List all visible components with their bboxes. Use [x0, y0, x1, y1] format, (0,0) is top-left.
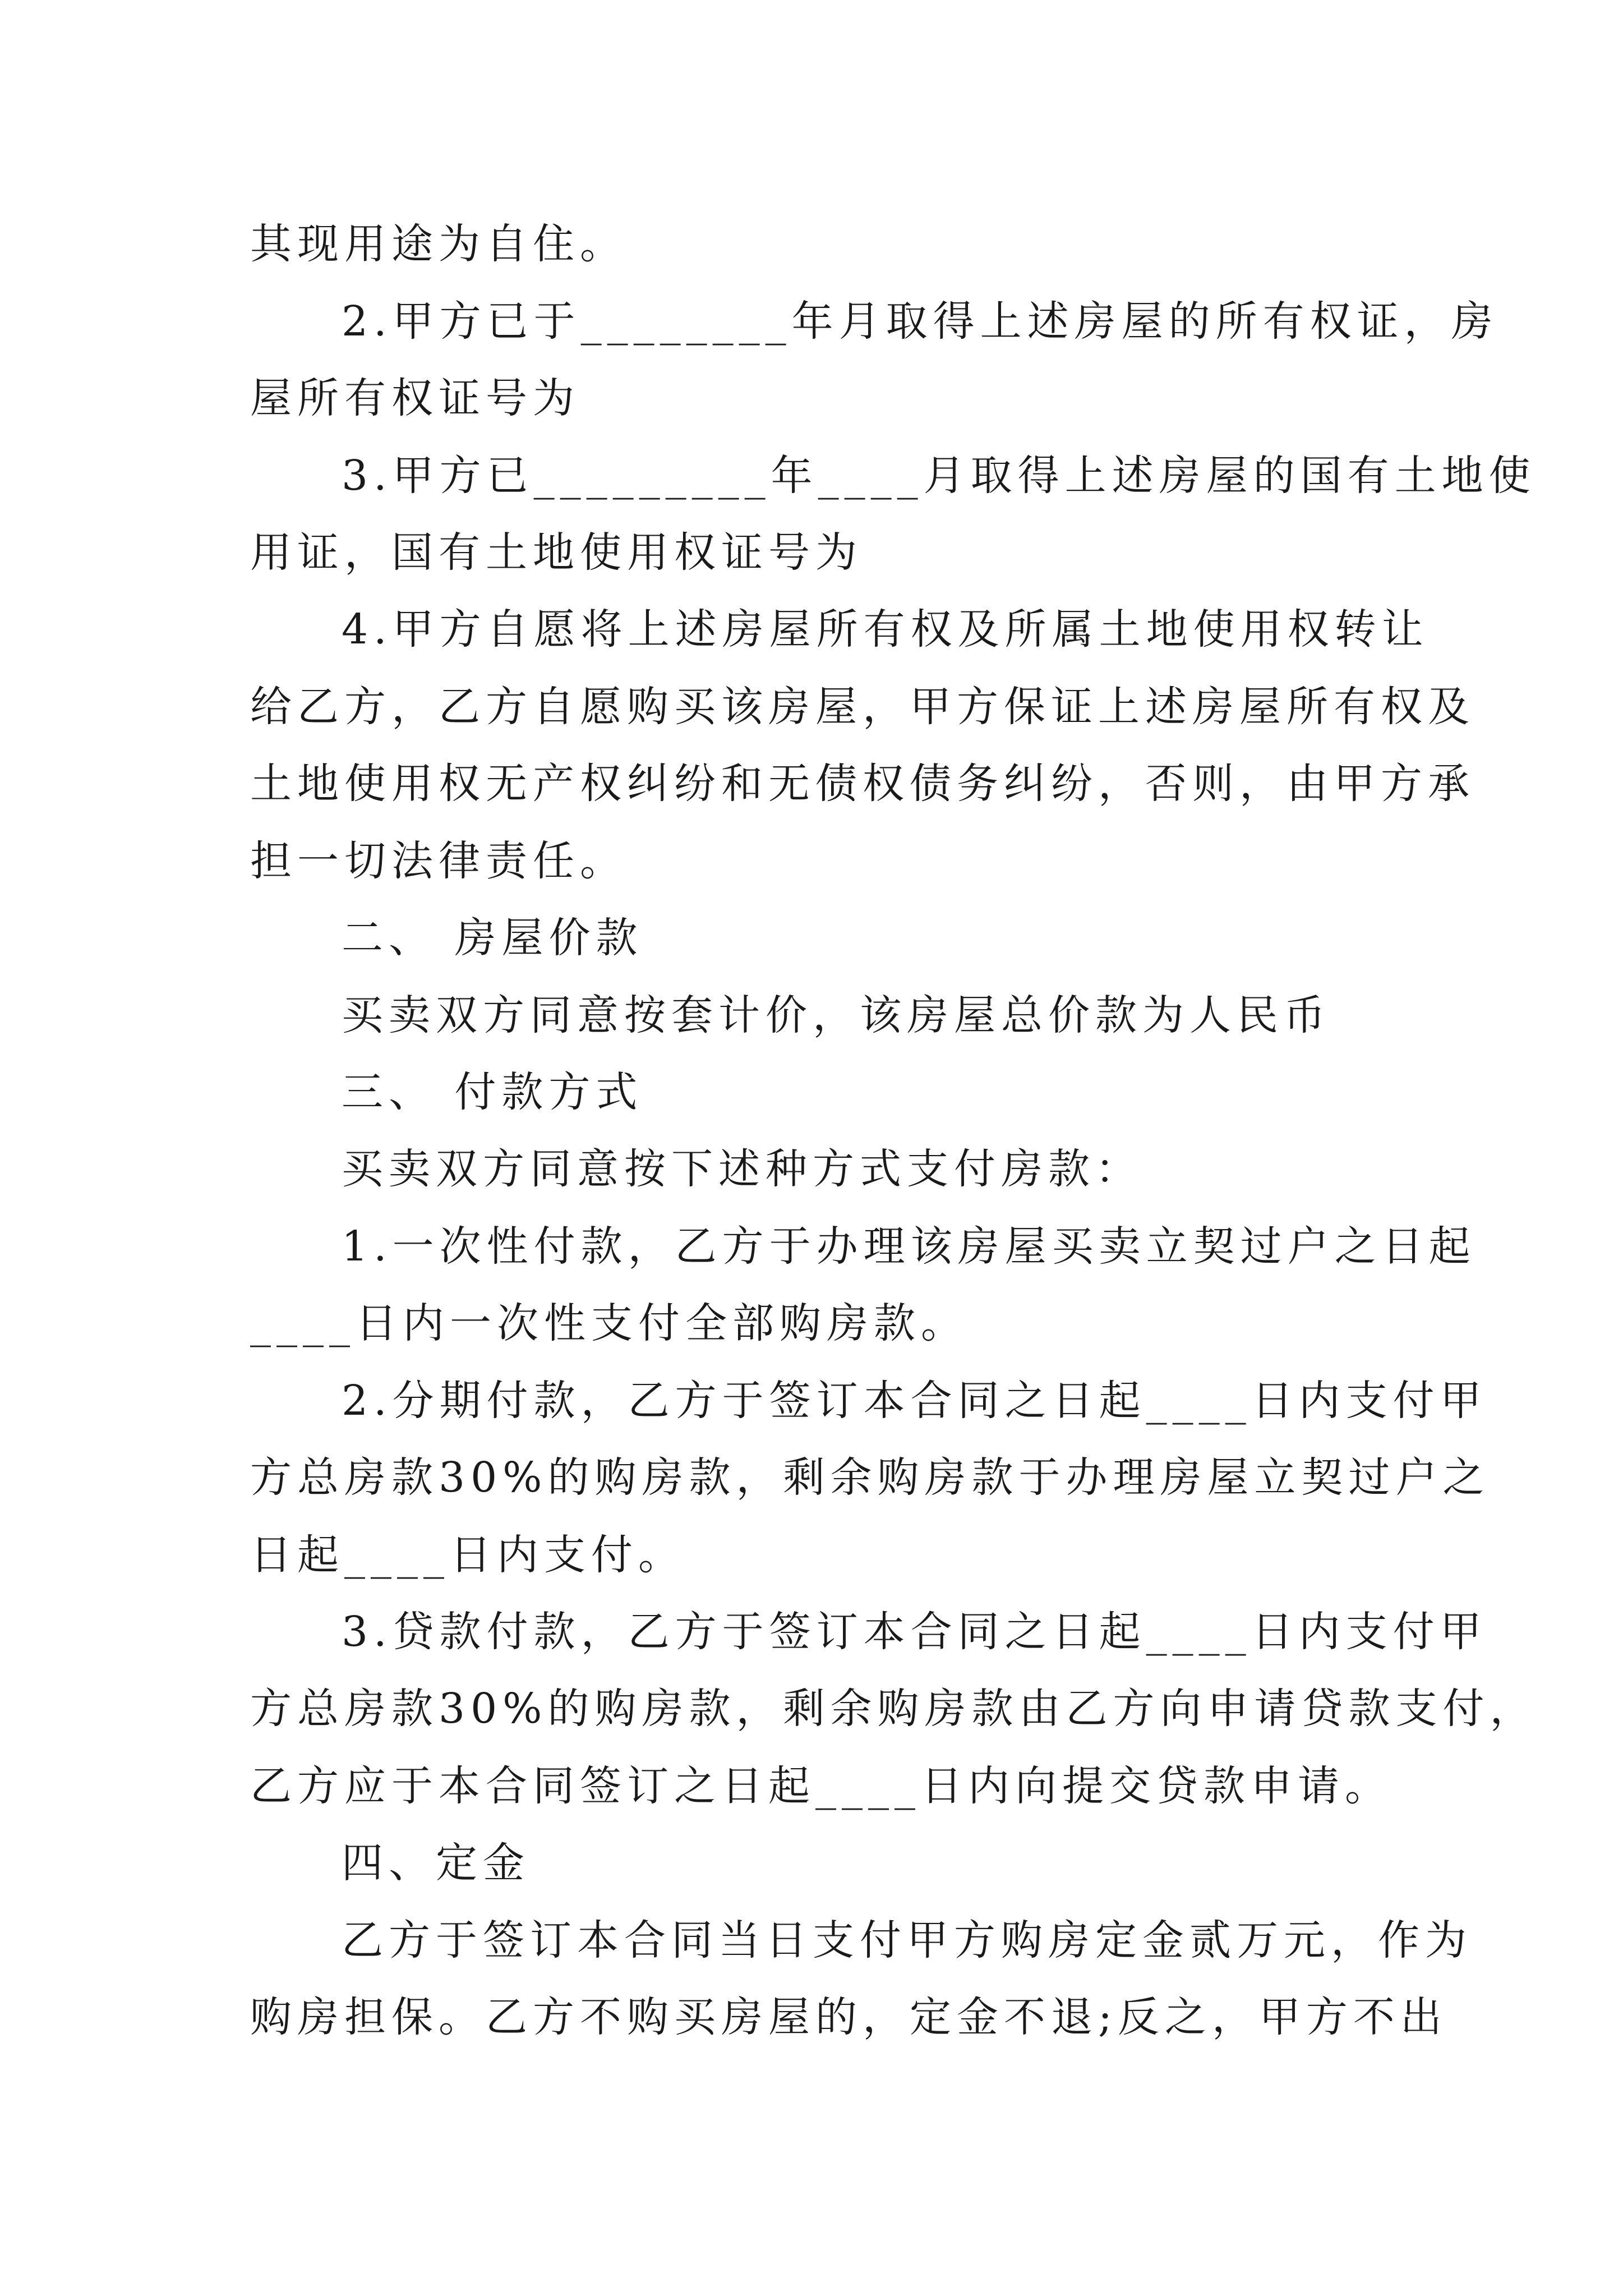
text-line: 2.甲方已于________年月取得上述房屋的所有权证，房: [342, 297, 1498, 346]
text-line: 方总房款30%的购房款，剩余购房款由乙方向申请贷款支付，: [250, 1685, 1537, 1733]
section-heading: 二、 房屋价款: [342, 914, 643, 962]
text-line: ____日内一次性支付全部购房款。: [250, 1299, 968, 1347]
text-line: 购房担保。乙方不购买房屋的，定金不退;反之，甲方不出: [250, 1993, 1447, 2041]
text-line: 给乙方，乙方自愿购买该房屋，甲方保证上述房屋所有权及: [250, 683, 1475, 731]
text-line: 乙方于签订本合同当日支付甲方购房定金贰万元，作为: [342, 1916, 1472, 1964]
text-line: 乙方应于本合同签订之日起____日内向提交贷款申请。: [250, 1762, 1392, 1810]
text-line: 3.甲方已_________年____月取得上述房屋的国有土地使: [342, 452, 1536, 500]
text-line: 日起____日内支付。: [250, 1531, 685, 1579]
text-line: 1.一次性付款，乙方于办理该房屋买卖立契过户之日起: [342, 1222, 1476, 1271]
text-line: 2.分期付款，乙方于签订本合同之日起____日内支付甲: [342, 1377, 1487, 1425]
text-line: 方总房款30%的购房款，剩余购房款于办理房屋立契过户之: [250, 1453, 1490, 1502]
text-line: 买卖双方同意按套计价，该房屋总价款为人民币: [342, 991, 1331, 1039]
text-line: 土地使用权无产权纠纷和无债权债务纠纷，否则，由甲方承: [250, 760, 1475, 808]
text-line: 屋所有权证号为: [250, 374, 580, 422]
text-line: 3.贷款付款，乙方于签订本合同之日起____日内支付甲: [342, 1608, 1487, 1656]
text-line: 其现用途为自住。: [250, 220, 627, 268]
text-line: 用证，国有土地使用权证号为: [250, 528, 863, 577]
text-line: 买卖双方同意按下述种方式支付房款：: [342, 1145, 1142, 1193]
text-line: 担一切法律责任。: [250, 837, 627, 885]
section-heading: 三、 付款方式: [342, 1068, 643, 1116]
text-line: 4.甲方自愿将上述房屋所有权及所属土地使用权转让: [342, 605, 1429, 654]
section-heading: 四、定金: [342, 1839, 530, 1887]
